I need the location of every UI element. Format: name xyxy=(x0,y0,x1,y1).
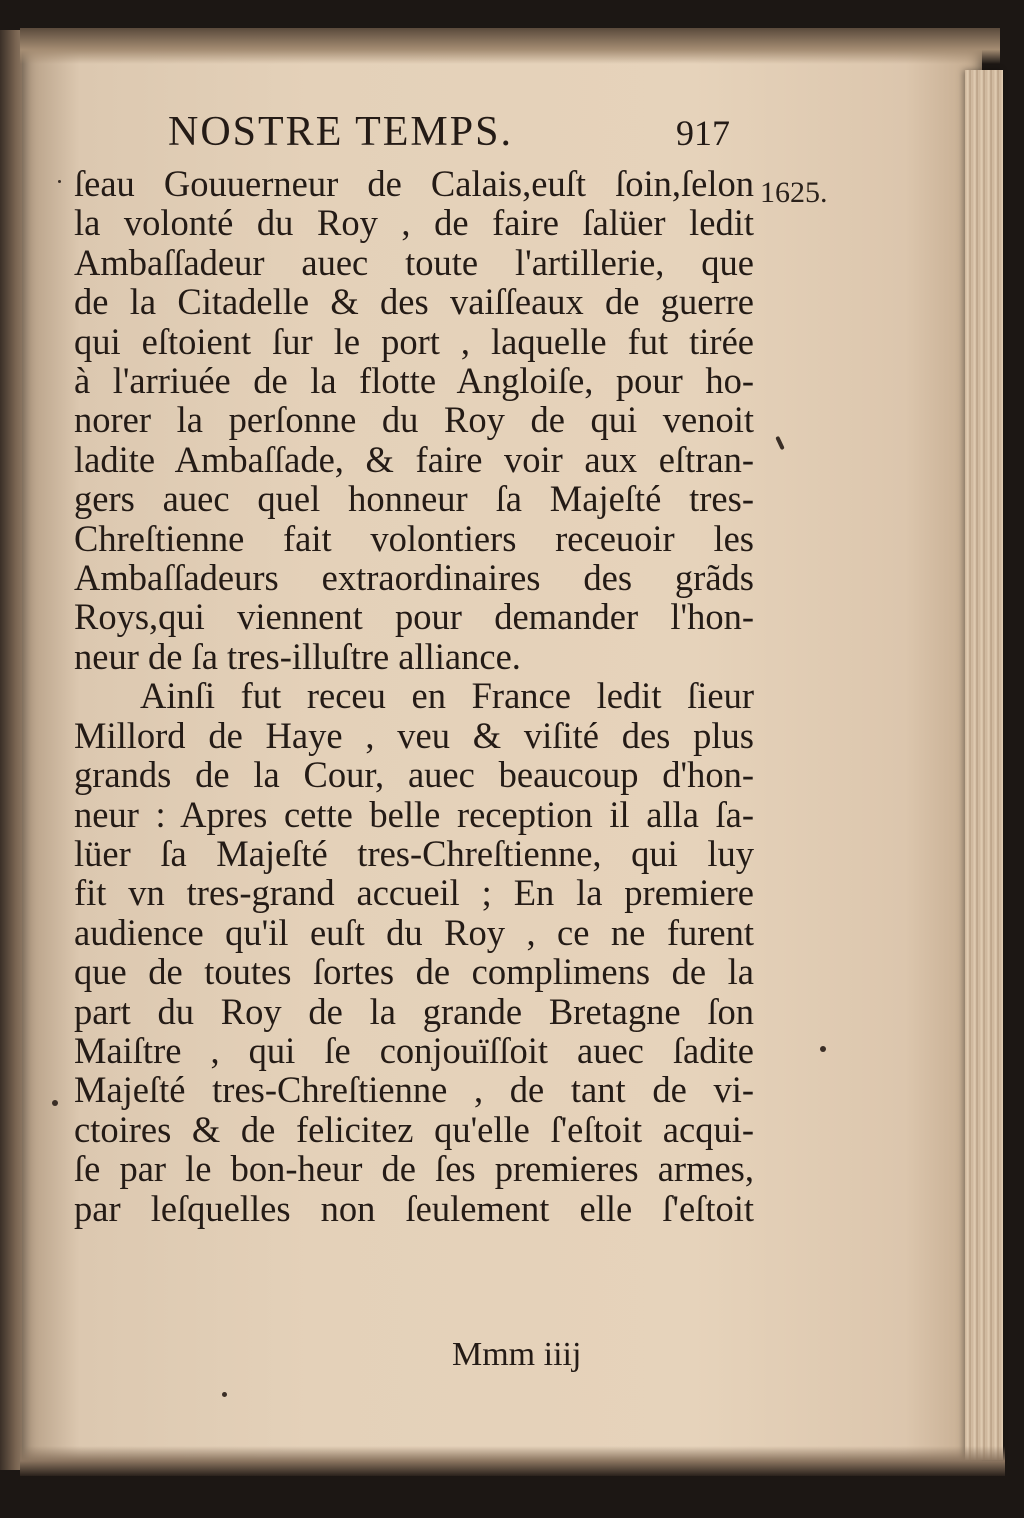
ink-speck xyxy=(58,180,61,183)
text-line: Ambaſſadeur auec toute l'artillerie, que xyxy=(74,241,754,283)
text-line: qui eſtoient ſur le port , laquelle fut tirée xyxy=(74,320,754,362)
page-number: 917 xyxy=(676,113,730,153)
text-line: à l'arriuée de la flotte Angloiſe, pour ho- xyxy=(74,360,754,402)
text-line: par leſquelles non ſeulement elle ſ'eſtoit xyxy=(74,1187,754,1229)
text-line: Maiſtre , qui ſe conjouïſſoit auec ſadite xyxy=(74,1029,754,1071)
text-block xyxy=(74,108,754,1228)
right-page-edges xyxy=(965,70,1003,1460)
ink-speck xyxy=(222,1392,227,1397)
text-line: grands de la Cour, auec beaucoup d'hon- xyxy=(74,754,754,796)
signature-catchword: Mmm iiij xyxy=(452,1336,582,1373)
ink-speck xyxy=(52,1100,58,1106)
margin-year-note: 1625. xyxy=(760,176,828,209)
ink-speck xyxy=(820,1046,826,1052)
text-line: ſeau Gouuerneur de Calais,euſt ſoin,ſelon xyxy=(74,163,754,204)
text-line: ſe par le bon-heur de ſes premieres armes, xyxy=(74,1148,754,1190)
text-line: Millord de Haye , veu & viſité des plus xyxy=(74,714,754,756)
paragraph-start-line: Ainſi fut receu en France ledit ſieur xyxy=(140,675,754,717)
text-line: Roys,qui viennent pour demander l'hon- xyxy=(74,596,754,638)
page-header xyxy=(74,108,754,164)
text-line: Majeſté tres-Chreſtienne , de tant de vi- xyxy=(74,1069,754,1111)
text-line: gers auec quel honneur ſa Majeſté tres- xyxy=(74,478,754,520)
text-line: neur : Apres cette belle reception il alla ſa- xyxy=(74,793,754,835)
top-page-shadow xyxy=(20,28,1000,64)
text-line: audience qu'il euſt du Roy , ce ne furent xyxy=(74,911,754,953)
text-line: fit vn tres-grand accueil ; En la premiere xyxy=(74,872,754,914)
text-line: Chreſtienne fait volontiers receuoir les xyxy=(74,517,754,559)
text-line: ladite Ambaſſade, & faire voir aux eſtran- xyxy=(74,438,754,480)
body-text xyxy=(74,164,754,1228)
paragraph-end-line: neur de ſa tres-illuſtre alliance. xyxy=(74,635,521,677)
running-title: NOSTRE TEMPS. xyxy=(168,109,513,155)
text-line: part du Roy de la grande Bretagne ſon xyxy=(74,990,754,1032)
bottom-page-shadow xyxy=(20,1446,1005,1476)
text-line: lüer ſa Majeſté tres-Chreſtienne, qui luy xyxy=(74,832,754,874)
text-line: ctoires & de felicitez qu'elle ſ'eſtoit acqui- xyxy=(74,1108,754,1150)
text-line: Ambaſſadeurs extraordinaires des grãds xyxy=(74,557,754,599)
text-line: que de toutes ſortes de complimens de la xyxy=(74,951,754,993)
text-line: la volonté du Roy , de faire ſalüer ledit xyxy=(74,202,754,244)
text-line: de la Citadelle & des vaiſſeaux de guerre xyxy=(74,281,754,323)
text-line: norer la perſonne du Roy de qui venoit xyxy=(74,399,754,441)
